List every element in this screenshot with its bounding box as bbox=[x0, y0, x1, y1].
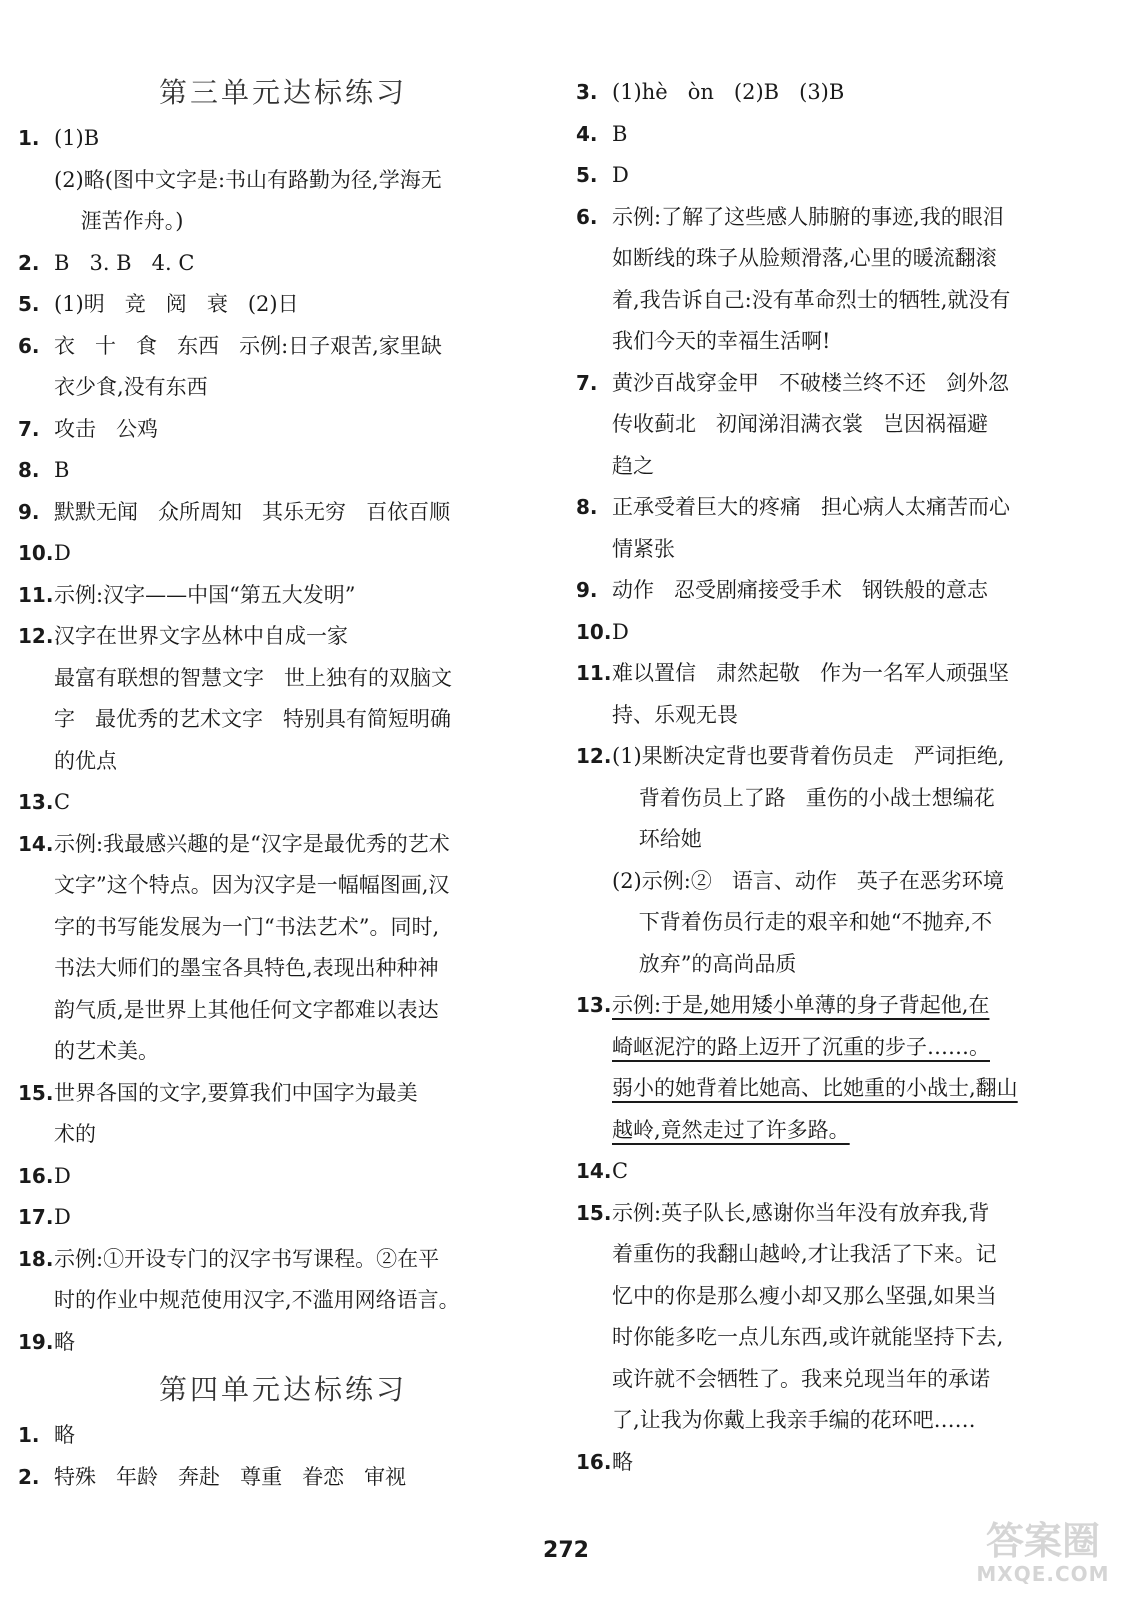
answer-line: 难以置信 肃然起敬 作为一名军人顽强坚 bbox=[612, 661, 1010, 685]
answer-text bbox=[54, 118, 548, 160]
answer-line: 的艺术美。 bbox=[54, 1039, 159, 1063]
answer-line: 了,让我为你戴上我亲手编的花环吧…… bbox=[612, 1408, 976, 1432]
answer-number: 19. bbox=[18, 1329, 54, 1354]
answer-item bbox=[576, 72, 1106, 114]
answer-item bbox=[18, 1197, 548, 1239]
answer-text bbox=[612, 612, 1106, 654]
answer-line: 略 bbox=[54, 1329, 75, 1354]
answer-number: 1. bbox=[18, 126, 40, 150]
answer-number: 13. bbox=[18, 790, 54, 814]
answer-text bbox=[612, 72, 1106, 114]
answer-text bbox=[54, 1073, 548, 1156]
answer-item bbox=[18, 243, 548, 285]
answer-line: 示例:于是,她用矮小单薄的身子背起他,在 bbox=[612, 993, 990, 1017]
answer-text bbox=[54, 575, 548, 617]
answer-item bbox=[18, 824, 548, 1073]
answer-line: 情紧张 bbox=[612, 536, 675, 561]
answer-line: D bbox=[54, 1205, 71, 1229]
answer-line: D bbox=[54, 1163, 71, 1188]
answer-line: 衣少食,没有东西 bbox=[54, 375, 208, 399]
answer-text bbox=[54, 409, 548, 451]
answer-item bbox=[576, 197, 1106, 363]
answer-number: 10. bbox=[18, 541, 54, 565]
answer-item bbox=[18, 1239, 548, 1322]
section-title-unit-3: 第三单元达标练习 bbox=[158, 76, 407, 109]
answer-line: 时的作业中规范使用汉字,不滥用网络语言。 bbox=[54, 1288, 460, 1312]
answer-line: 汉字在世界文字丛林中自成一家 bbox=[54, 624, 348, 648]
answer-item bbox=[576, 985, 1106, 1151]
answer-line: 着重伤的我翻山越岭,才让我活了下来。记 bbox=[612, 1242, 997, 1266]
answer-line: 我们今天的幸福生活啊! bbox=[612, 329, 831, 353]
answer-text bbox=[54, 1415, 548, 1457]
answer-number: 14. bbox=[576, 1159, 612, 1183]
answer-number: 7. bbox=[576, 370, 598, 395]
answer-item bbox=[18, 575, 548, 617]
answer-item bbox=[18, 533, 548, 575]
answer-item bbox=[576, 363, 1106, 488]
answer-text bbox=[54, 616, 548, 782]
answer-text bbox=[54, 1322, 548, 1364]
answer-line: 略 bbox=[612, 1449, 633, 1474]
answer-line: (2)示例:② 语言、动作 英子在恶劣环境 bbox=[612, 868, 1004, 893]
answer-item bbox=[18, 409, 548, 451]
answer-line: B 3. B 4. C bbox=[54, 250, 195, 275]
answer-line: 持、乐观无畏 bbox=[612, 702, 738, 727]
answer-item bbox=[576, 1151, 1106, 1193]
answer-line: 示例:英子队长,感谢你当年没有放弃我,背 bbox=[612, 1200, 990, 1225]
answer-item bbox=[576, 487, 1106, 570]
watermark-logo bbox=[968, 1510, 1118, 1590]
answer-line: C bbox=[54, 790, 71, 814]
answer-item bbox=[18, 450, 548, 492]
answer-text bbox=[54, 1156, 548, 1198]
watermark-url: MXQE.COM bbox=[976, 1562, 1110, 1586]
answer-number: 6. bbox=[18, 333, 40, 358]
answer-text bbox=[54, 1197, 548, 1239]
answer-line: 特殊 年龄 奔赴 尊重 眷恋 审视 bbox=[54, 1464, 407, 1489]
answer-number: 6. bbox=[576, 204, 598, 229]
answer-list-right bbox=[576, 72, 1106, 1483]
answer-line: 衣 十 食 东西 示例:日子艰苦,家里缺 bbox=[54, 333, 442, 358]
answer-line: 书法大师们的墨宝各具特色,表现出种种神 bbox=[54, 956, 439, 980]
answer-number: 9. bbox=[18, 499, 40, 524]
answer-line: 背着伤员上了路 重伤的小战士想编花 bbox=[612, 785, 995, 810]
answer-item bbox=[576, 114, 1106, 156]
answer-item bbox=[18, 616, 548, 782]
answer-text bbox=[54, 824, 548, 1073]
answer-line: 正承受着巨大的疼痛 担心病人太痛苦而心 bbox=[612, 495, 1011, 519]
answer-item bbox=[18, 326, 548, 409]
answer-number: 15. bbox=[18, 1080, 54, 1105]
answer-line: 崎岖泥泞的路上迈开了沉重的步子……。 bbox=[612, 1034, 990, 1059]
answer-number: 10. bbox=[576, 619, 612, 644]
answer-item bbox=[576, 1442, 1106, 1484]
answer-number: 11. bbox=[18, 582, 54, 607]
answer-line: 术的 bbox=[54, 1122, 96, 1146]
answer-line: 如断线的珠子从脸颊滑落,心里的暖流翻滚 bbox=[612, 246, 997, 270]
answer-line: 黄沙百战穿金甲 不破楼兰终不还 剑外忽 bbox=[612, 370, 1010, 395]
answer-item bbox=[18, 782, 548, 824]
answer-text bbox=[612, 363, 1106, 488]
left-column bbox=[18, 64, 548, 1498]
answer-line: 示例:①开设专门的汉字书写课程。②在平 bbox=[54, 1246, 440, 1271]
answer-item bbox=[576, 570, 1106, 612]
answer-line: 示例:我最感兴趣的是“汉字是最优秀的艺术 bbox=[54, 831, 450, 856]
answer-item bbox=[576, 736, 1106, 985]
answer-text bbox=[54, 326, 548, 409]
answer-number: 5. bbox=[576, 163, 598, 187]
answer-item bbox=[18, 118, 548, 160]
answer-list-unit-4 bbox=[18, 1415, 548, 1498]
answer-line: 越岭,竟然走过了许多路。 bbox=[612, 1117, 850, 1142]
answer-number: 16. bbox=[18, 1163, 54, 1188]
answer-number: 5. bbox=[18, 292, 40, 316]
answer-line: 忆中的你是那么瘦小却又那么坚强,如果当 bbox=[612, 1283, 997, 1308]
answer-line: 传收蓟北 初闻涕泪满衣裳 岂因祸福避 bbox=[612, 412, 989, 436]
answer-text bbox=[612, 114, 1106, 156]
answer-line: 字 最优秀的艺术文字 特别具有简短明确 bbox=[54, 707, 452, 731]
answer-number: 13. bbox=[576, 993, 612, 1017]
answer-number: 15. bbox=[576, 1200, 612, 1225]
answer-line: (1)hè òn (2)B (3)B bbox=[612, 80, 845, 104]
answer-number: 1. bbox=[18, 1423, 40, 1447]
answer-line: D bbox=[612, 619, 629, 644]
answer-number: 14. bbox=[18, 831, 54, 856]
answer-number: 3. bbox=[576, 80, 598, 104]
answer-item bbox=[576, 1193, 1106, 1442]
answer-line: 环给她 bbox=[612, 827, 702, 851]
answer-text bbox=[612, 1193, 1106, 1442]
answer-line: 或许就不会牺牲了。我来兑现当年的承诺 bbox=[612, 1366, 990, 1391]
answer-line: 弱小的她背着比她高、比她重的小战士,翻山 bbox=[612, 1076, 1018, 1100]
answer-line: 的优点 bbox=[54, 748, 117, 773]
watermark-text: 答案圈 bbox=[985, 1519, 1100, 1563]
answer-item bbox=[576, 653, 1106, 736]
answer-item bbox=[18, 1156, 548, 1198]
answer-line: 时你能多吃一点儿东西,或许就能坚持下去, bbox=[612, 1325, 1004, 1349]
answer-line: 攻击 公鸡 bbox=[54, 416, 159, 441]
answer-text bbox=[54, 160, 548, 243]
answer-text bbox=[54, 1239, 548, 1322]
answer-line: 涯苦作舟。) bbox=[54, 209, 184, 233]
answer-text bbox=[54, 782, 548, 824]
answer-item bbox=[18, 1322, 548, 1364]
answer-line: 文字”这个特点。因为汉字是一幅幅图画,汉 bbox=[54, 873, 450, 897]
answer-line: 放弃”的高尚品质 bbox=[612, 951, 797, 976]
answer-number: 8. bbox=[18, 458, 40, 482]
answer-line: B bbox=[612, 121, 628, 146]
answer-line: 默默无闻 众所周知 其乐无穷 百依百顺 bbox=[54, 499, 451, 524]
answer-number: 2. bbox=[18, 250, 40, 275]
answer-text bbox=[612, 1151, 1106, 1193]
answer-number: 8. bbox=[576, 495, 598, 519]
answer-text bbox=[54, 284, 548, 326]
answer-text bbox=[612, 570, 1106, 612]
answer-text bbox=[54, 533, 548, 575]
answer-item bbox=[18, 160, 548, 243]
answer-text bbox=[612, 197, 1106, 363]
answer-line: D bbox=[54, 541, 71, 565]
answer-line: 字的书写能发展为一门“书法艺术”。同时, bbox=[54, 914, 440, 939]
answer-line: (2)略(图中文字是:书山有路勤为径,学海无 bbox=[54, 167, 442, 192]
answer-text bbox=[54, 243, 548, 285]
section-title-unit-4: 第四单元达标练习 bbox=[158, 1373, 407, 1406]
answer-line: D bbox=[612, 163, 629, 187]
answer-item bbox=[18, 492, 548, 534]
answer-line: 略 bbox=[54, 1423, 75, 1447]
answer-number: 12. bbox=[18, 624, 54, 648]
answer-number: 18. bbox=[18, 1246, 54, 1271]
answer-line: (1)果断决定背也要背着伤员走 严词拒绝, bbox=[612, 744, 1005, 768]
answer-line: (1)B bbox=[54, 126, 100, 150]
answer-number: 7. bbox=[18, 416, 40, 441]
answer-line: (1)明 竞 阅 衰 (2)日 bbox=[54, 292, 299, 316]
answer-line: 示例:汉字——中国“第五大发明” bbox=[54, 582, 356, 607]
answer-text bbox=[612, 653, 1106, 736]
answer-text bbox=[54, 450, 548, 492]
answer-text bbox=[612, 487, 1106, 570]
page-number: 272 bbox=[543, 1538, 589, 1563]
answer-line: 示例:了解了这些感人肺腑的事迹,我的眼泪 bbox=[612, 204, 1004, 229]
answer-line: 着,我告诉自己:没有革命烈士的牺牲,就没有 bbox=[612, 287, 1011, 312]
answer-number bbox=[18, 160, 54, 243]
answer-line: B bbox=[54, 458, 70, 482]
answer-item bbox=[576, 155, 1106, 197]
answer-item bbox=[18, 1415, 548, 1457]
answer-item bbox=[576, 612, 1106, 654]
answer-number: 9. bbox=[576, 578, 598, 602]
answer-text bbox=[54, 492, 548, 534]
answer-text bbox=[54, 1457, 548, 1499]
answer-item bbox=[18, 1073, 548, 1156]
right-column bbox=[576, 72, 1106, 1483]
answer-number: 17. bbox=[18, 1205, 54, 1229]
answer-item bbox=[18, 1457, 548, 1499]
answer-text bbox=[612, 736, 1106, 985]
answer-list-unit-3 bbox=[18, 118, 548, 1363]
answer-line: 趋之 bbox=[612, 453, 654, 478]
answer-number: 11. bbox=[576, 661, 612, 685]
answer-text bbox=[612, 155, 1106, 197]
answer-number: 16. bbox=[576, 1449, 612, 1474]
answer-line: 下背着伤员行走的艰辛和她“不抛弃,不 bbox=[612, 910, 993, 934]
answer-line: 世界各国的文字,要算我们中国字为最美 bbox=[54, 1080, 418, 1105]
answer-line: 最富有联想的智慧文字 世上独有的双脑文 bbox=[54, 665, 453, 690]
answer-number: 4. bbox=[576, 121, 598, 146]
answer-text bbox=[612, 1442, 1106, 1484]
answer-line: 动作 忍受剧痛接受手术 钢铁般的意志 bbox=[612, 578, 989, 602]
answer-number: 2. bbox=[18, 1464, 40, 1489]
answer-item bbox=[18, 284, 548, 326]
answer-number: 12. bbox=[576, 744, 612, 768]
answer-line: 韵气质,是世界上其他任何文字都难以表达 bbox=[54, 997, 439, 1022]
answer-line: C bbox=[612, 1159, 629, 1183]
answer-text bbox=[612, 985, 1106, 1151]
